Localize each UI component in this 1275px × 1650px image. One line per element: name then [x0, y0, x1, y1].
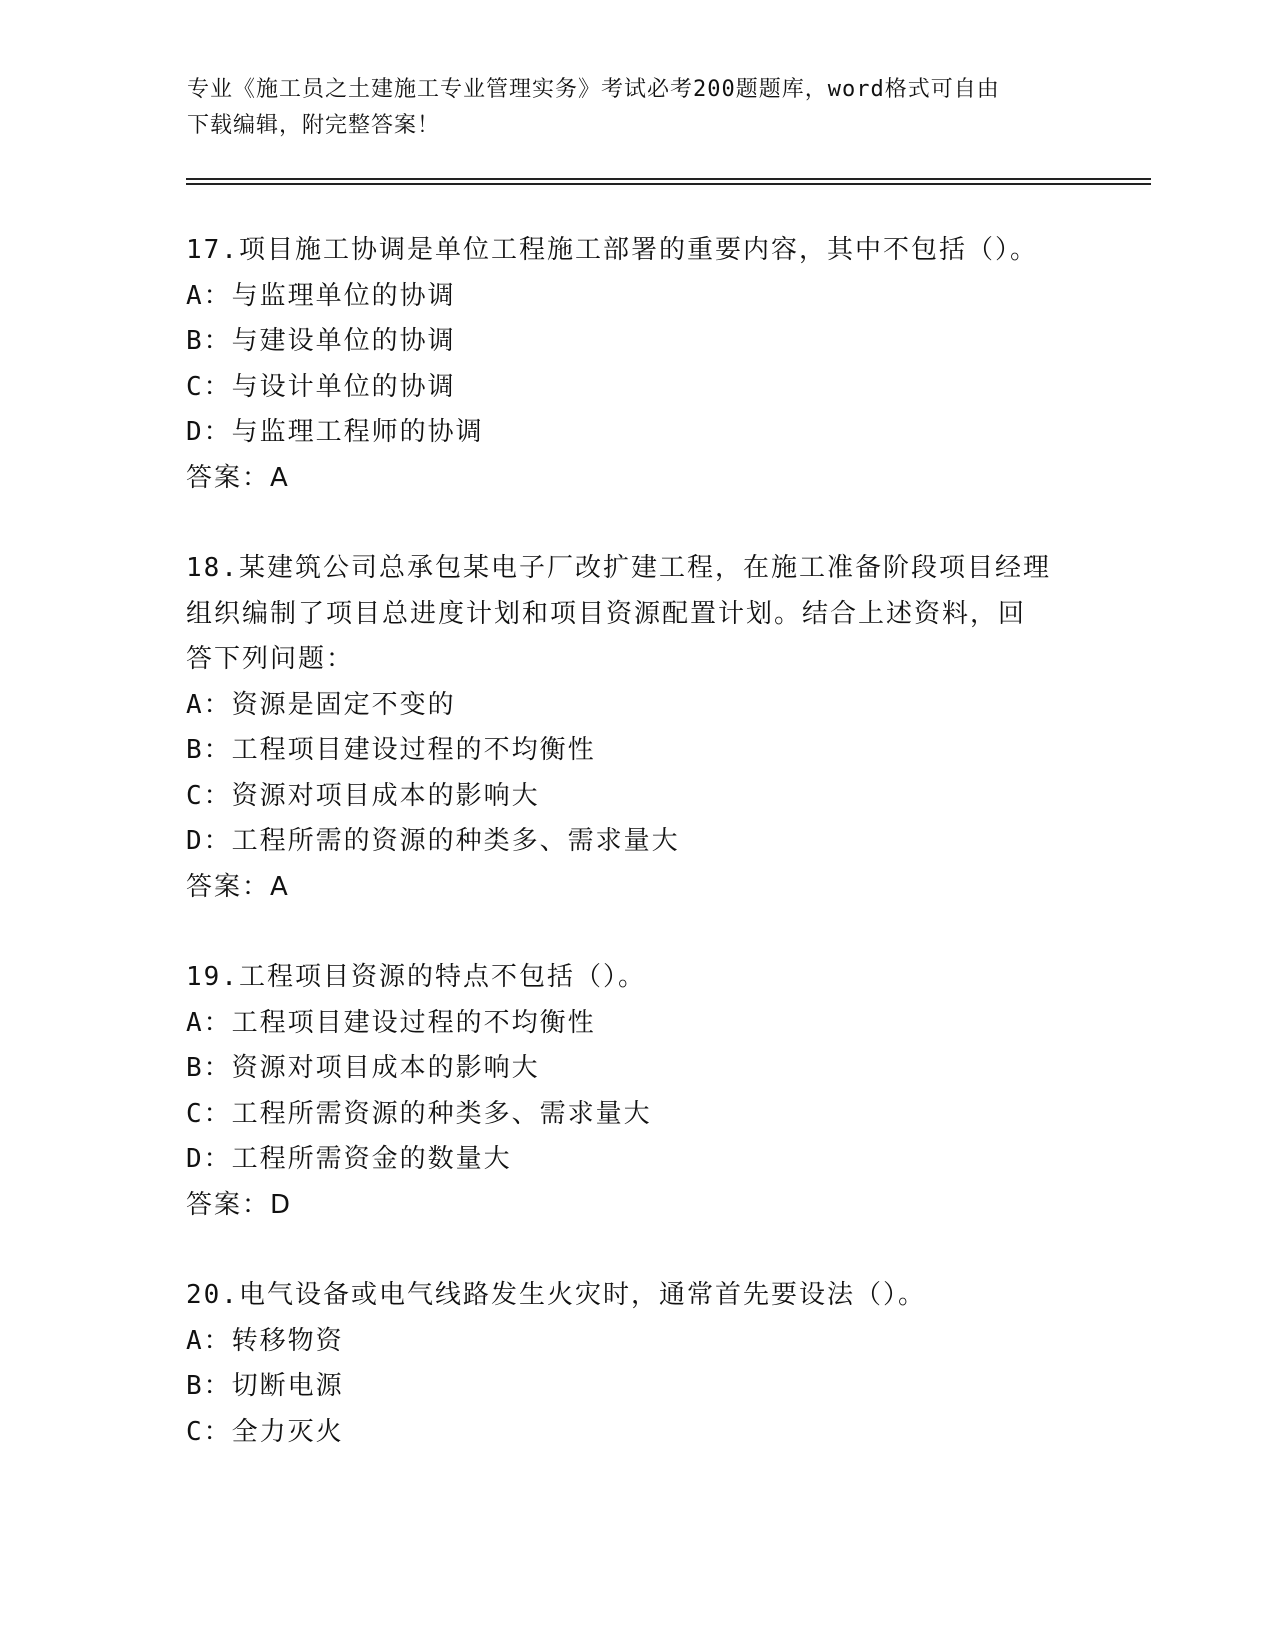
header-divider-top: [186, 178, 1151, 180]
question-stem: 19.工程项目资源的特点不包括（）。: [186, 962, 646, 992]
question-stem-line-2: 组织编制了项目总进度计划和项目资源配置计划。结合上述资料，回: [186, 598, 1027, 629]
option-a: A：工程项目建设过程的不均衡性: [186, 1007, 596, 1038]
option-b: B：与建设单位的协调: [186, 326, 456, 356]
answer-label: 答案：D: [186, 1189, 293, 1220]
option-a: A：资源是固定不变的: [186, 689, 456, 720]
option-c: C：工程所需资源的种类多、需求量大: [186, 1098, 652, 1129]
option-b: B：资源对项目成本的影响大: [186, 1053, 540, 1083]
option-d: D：工程所需资金的数量大: [186, 1144, 512, 1174]
question-19: [186, 955, 1086, 1228]
option-b: B：切断电源: [186, 1371, 344, 1401]
option-d: D：与监理工程师的协调: [186, 417, 484, 447]
question-stem-line-1: 18.某建筑公司总承包某电子厂改扩建工程，在施工准备阶段项目经理: [186, 553, 1051, 583]
option-b: B：工程项目建设过程的不均衡性: [186, 735, 596, 765]
question-stem-line-3: 答下列问题：: [186, 644, 355, 674]
option-c: C：资源对项目成本的影响大: [186, 780, 540, 811]
question-17: [186, 228, 1086, 501]
option-d: D：工程所需的资源的种类多、需求量大: [186, 826, 680, 856]
option-c: C：与设计单位的协调: [186, 371, 456, 402]
answer-label: 答案：A: [186, 462, 290, 493]
question-stem: 17.项目施工协调是单位工程施工部署的重要内容，其中不包括（）。: [186, 235, 1038, 265]
document-header: [187, 72, 1087, 144]
header-divider-bottom: [186, 183, 1151, 185]
option-a: A：转移物资: [186, 1325, 344, 1356]
header-line-1: 专业《施工员之土建施工专业管理实务》考试必考200题题库，word格式可自由: [187, 77, 1000, 102]
question-list: [186, 228, 1086, 1500]
header-line-2: 下载编辑，附完整答案！: [187, 113, 441, 138]
option-c: C：全力灭火: [186, 1416, 344, 1447]
option-a: A：与监理单位的协调: [186, 280, 456, 311]
answer-label: 答案：A: [186, 871, 290, 902]
question-18: [186, 546, 1086, 910]
question-20: [186, 1273, 1086, 1455]
question-stem: 20.电气设备或电气线路发生火灾时，通常首先要设法（）。: [186, 1280, 926, 1310]
